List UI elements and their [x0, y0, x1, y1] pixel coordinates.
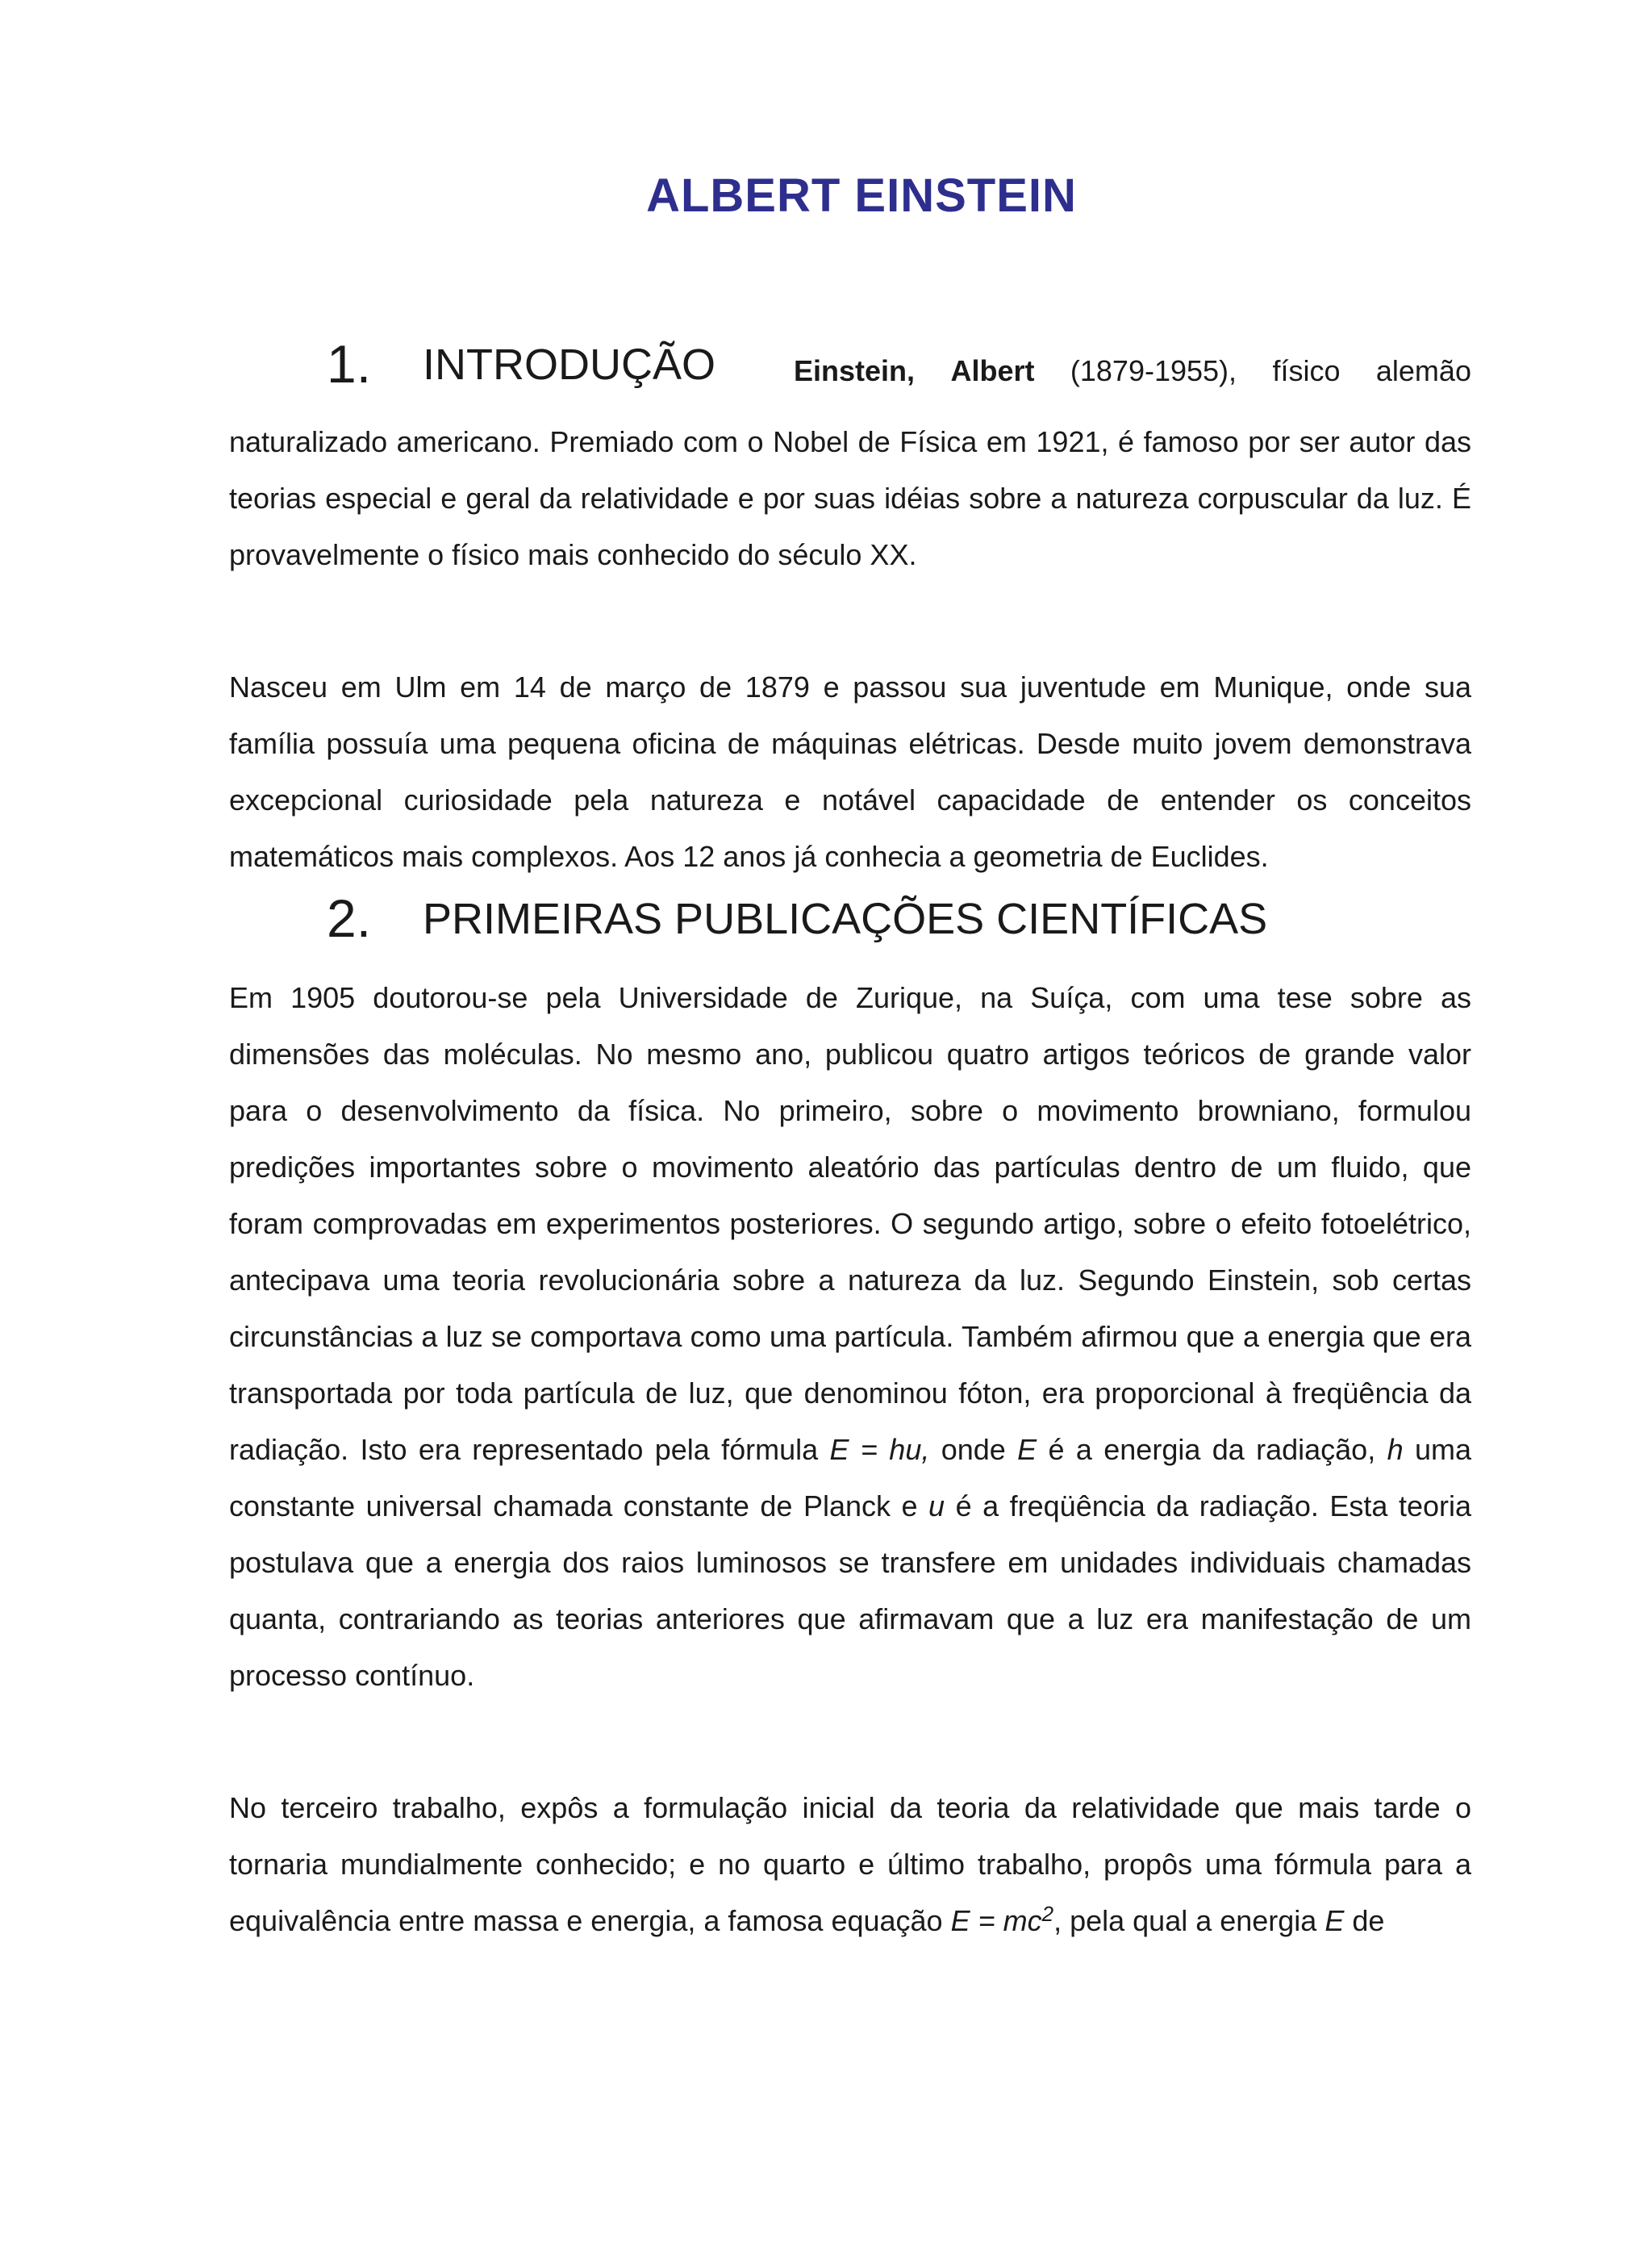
- section-1-paragraph-2: [229, 659, 1471, 885]
- section-1-paragraph-1: [229, 414, 1471, 583]
- formula-exponent: 2: [1041, 1902, 1054, 1926]
- variable-u: u: [928, 1489, 945, 1522]
- section-1-heading: INTRODUÇÃO: [423, 340, 715, 389]
- text-run: uma constante universal chamada constante de Planck e: [229, 1433, 1471, 1522]
- section-2-paragraph-1: [229, 970, 1471, 1704]
- section-2-heading-row: [229, 889, 1471, 954]
- formula-e-hu: E = hu,: [829, 1433, 930, 1466]
- document-title: ALBERT EINSTEIN: [646, 169, 1077, 222]
- section-2-number: 2.: [327, 888, 372, 948]
- text-run: No terceiro trabalho, expôs a formulação inicial da teoria da relatividade que mais tarde o tornaria mundialmente conhecido; e no quarto e último trabalho, propôs uma fórmula para a equivalência entre massa e energia, a famosa equação: [229, 1791, 1471, 1937]
- text-run: onde: [929, 1433, 1018, 1466]
- section-1-first-line: [794, 351, 1471, 391]
- section-2-paragraph-2: [229, 1780, 1471, 1949]
- section-1-heading-row: [229, 335, 1471, 399]
- text-run: de: [1344, 1904, 1385, 1937]
- section-1-paragraph-2-text: Nasceu em Ulm em 14 de março de 1879 e passou sua juventude em Munique, onde sua família possuía uma pequena oficina de máquinas elétricas. Desde muito jovem demonstrava excepcional curiosidade pela natureza e notável capacidade de entender os conceitos matemáticos mais complexos. Aos 12 anos já conhecia a geometria de Euclides.: [229, 670, 1471, 873]
- name-surname: Einstein,: [794, 354, 916, 387]
- text-run: é a energia da radiação,: [1037, 1433, 1387, 1466]
- section-2-paragraph-2-text: [229, 1780, 1471, 1949]
- text-run: é a freqüência da radiação. Esta teoria postulava que a energia dos raios luminosos se transfere em unidades individuais chamadas quanta, contrariando as teorias anteriores que afirmavam que a luz era manifestação de um processo contínuo.: [229, 1489, 1471, 1692]
- formula-e-mc2: E = mc: [950, 1904, 1042, 1937]
- first-line-rest: (1879-1955), físico alemão: [1070, 354, 1471, 387]
- section-2-paragraph-1-text: [229, 970, 1471, 1704]
- variable-h: h: [1387, 1433, 1404, 1466]
- section-2-heading: PRIMEIRAS PUBLICAÇÕES CIENTÍFICAS: [423, 895, 1268, 943]
- text-run: Em 1905 doutorou-se pela Universidade de Zurique, na Suíça, com uma tese sobre as dimensões das moléculas. No mesmo ano, publicou quatro artigos teóricos de grande valor para o desenvolvimento da física. No primeiro, sobre o movimento browniano, formulou predições importantes sobre o movimento aleatório das partículas dentro de um fluido, que foram comprovadas em experimentos posteriores. O segundo artigo, sobre o efeito fotoelétrico, antecipava uma teoria revolucionária sobre a natureza da luz. Segundo Einstein, sob certas circunstâncias a luz se comportava como uma partícula. Também afirmou que a energia que era transportada por toda partícula de luz, que denominou fóton, era proporcional à freqüência da radiação. Isto era representado pela fórmula: [229, 981, 1471, 1466]
- text-run: , pela qual a energia: [1053, 1904, 1325, 1937]
- name-given: Albert: [950, 354, 1035, 387]
- section-1-paragraph-1-text: naturalizado americano. Premiado com o Nobel de Física em 1921, é famoso por ser autor das teorias especial e geral da relatividade e por suas idéias sobre a natureza corpuscular da luz. É provavelmente o físico mais conhecido do século XX.: [229, 425, 1471, 571]
- section-1-number: 1.: [327, 334, 372, 394]
- variable-e: E: [1325, 1904, 1345, 1937]
- variable-e: E: [1017, 1433, 1037, 1466]
